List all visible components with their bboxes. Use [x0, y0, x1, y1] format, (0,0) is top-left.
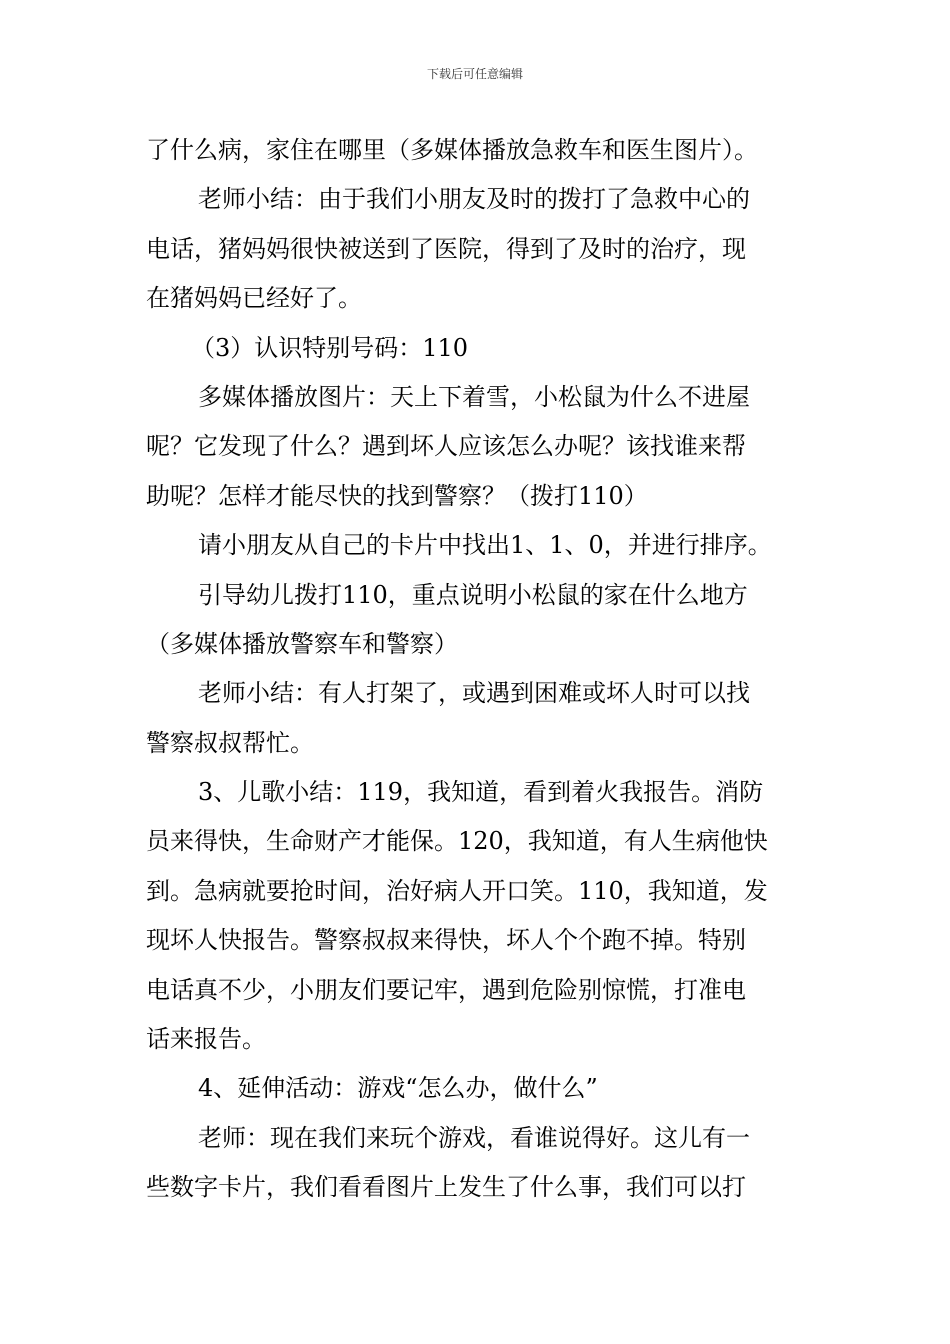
text-line: （多媒体播放警察车和警察） — [146, 629, 458, 658]
text-line: 电话，猪妈妈很快被送到了医院，得到了及时的治疗，现 — [146, 234, 746, 263]
text-line: 助呢？怎样才能尽快的找到警察？（拨打110） — [146, 481, 648, 510]
text-line: 3、儿歌小结：119，我知道，看到着火我报告。消防 — [198, 778, 764, 807]
text-line: 些数字卡片，我们看看图片上发生了什么事，我们可以打 — [146, 1173, 746, 1202]
section-heading: （3）认识特别号码：110 — [191, 333, 469, 362]
text-line: 请小朋友从自己的卡片中找出1、1、0，并进行排序。 — [198, 531, 772, 560]
text-line: 在猪妈妈已经好了。 — [146, 284, 362, 313]
text-line: 了什么病，家住在哪里（多媒体播放急救车和医生图片）。 — [146, 136, 758, 164]
text-line: 老师：现在我们来玩个游戏，看谁说得好。这儿有一 — [198, 1123, 750, 1152]
document-body — [146, 126, 810, 1213]
text-line: 员来得快，生命财产才能保。120，我知道，有人生病他快 — [146, 827, 768, 856]
text-line: 引导幼儿拨打110，重点说明小松鼠的家在什么地方 — [198, 580, 748, 609]
text-line: 老师小结：由于我们小朋友及时的拨打了急救中心的 — [198, 185, 750, 214]
text-line: 话来报告。 — [146, 1025, 266, 1054]
text-line: 到。急病就要抢时间，治好病人开口笑。110，我知道，发 — [146, 876, 768, 905]
text-line: 呢？它发现了什么？遇到坏人应该怎么办呢？该找谁来帮 — [146, 432, 746, 461]
section-heading: 4、延伸活动：游戏“怎么办，做什么” — [198, 1074, 598, 1103]
text-line: 老师小结：有人打架了，或遇到困难或坏人时可以找 — [198, 679, 750, 708]
text-line: 现坏人快报告。警察叔叔来得快，坏人个个跑不掉。特别 — [146, 926, 746, 955]
page-header: 下载后可任意编辑 — [426, 67, 523, 81]
text-line: 警察叔叔帮忙。 — [146, 728, 314, 757]
text-line: 多媒体播放图片：天上下着雪，小松鼠为什么不进屋 — [198, 382, 750, 411]
text-line: 电话真不少，小朋友们要记牢，遇到危险别惊慌，打准电 — [146, 975, 746, 1004]
